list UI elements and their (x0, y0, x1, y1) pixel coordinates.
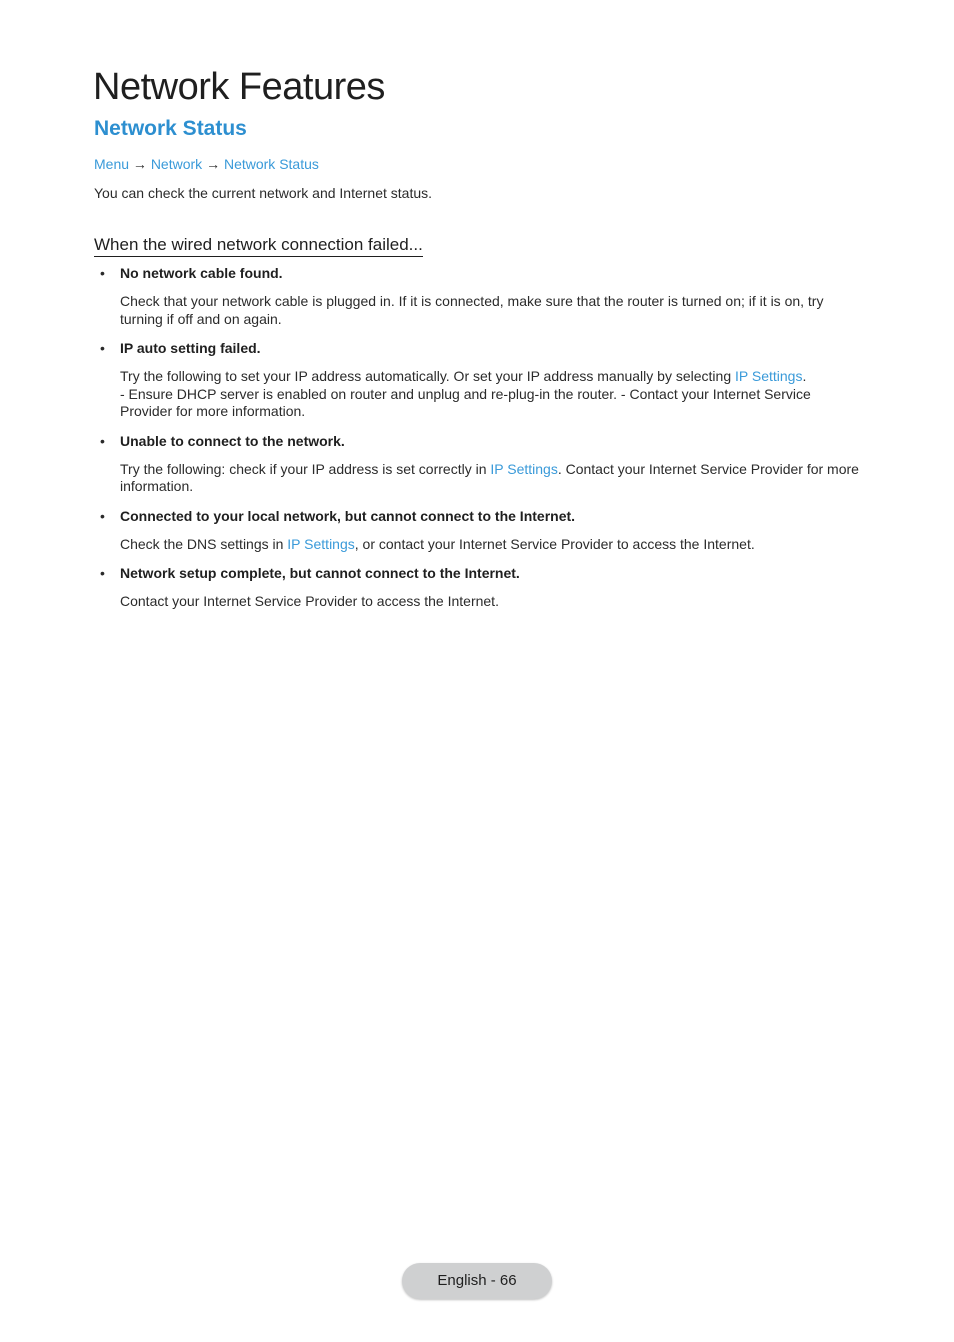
troubleshooting-list (100, 264, 860, 611)
list-item (100, 264, 860, 328)
list-spacer (100, 496, 860, 507)
section-title: Network Status (94, 117, 247, 140)
list-spacer (100, 421, 860, 432)
bullet-icon: • (100, 265, 105, 281)
item-body-text: - Ensure DHCP server is enabled on router and unplug and re-plug-in the router. - Contact your Internet Service Provider for more information. (120, 385, 811, 419)
item-heading: No network cable found. (120, 265, 283, 281)
item-body (120, 536, 860, 554)
breadcrumb-item-network[interactable]: Network (150, 156, 203, 172)
item-body-text: . (802, 368, 807, 384)
breadcrumb (94, 155, 319, 173)
item-heading: Connected to your local network, but cannot connect to the Internet. (120, 507, 576, 524)
bullet-icon: • (100, 432, 105, 449)
breadcrumb-separator: → (132, 156, 147, 172)
list-item (100, 564, 860, 611)
ip-settings-link[interactable]: IP Settings (490, 460, 558, 477)
list-item (100, 432, 860, 496)
item-heading: IP auto setting failed. (120, 340, 261, 356)
list-item (100, 339, 860, 421)
item-heading: Network setup complete, but cannot connect to the Internet. (120, 565, 520, 581)
item-body-text: Try the following: check if your IP address is set correctly in (120, 460, 491, 477)
bullet-icon: • (100, 340, 105, 356)
bullet-icon: • (100, 507, 105, 524)
item-heading: Unable to connect to the network. (120, 432, 345, 449)
subsection-title: When the wired network connection failed... (94, 234, 423, 257)
item-body (120, 461, 860, 496)
item-body: Check that your network cable is plugged in. If it is connected, make sure that the router is turned on; if it is on, try turning if off and on again. (120, 293, 824, 327)
item-body-text: Try the following to set your IP address automatically. Or set your IP address manually by selecting (120, 368, 735, 384)
intro-text: You can check the current network and Internet status. (94, 185, 433, 201)
ip-settings-link[interactable]: IP Settings (287, 535, 355, 552)
item-body-text: , or contact your Internet Service Provider to access the Internet. (354, 535, 755, 552)
list-spacer (100, 553, 860, 564)
breadcrumb-item-network-status[interactable]: Network Status (223, 156, 319, 172)
item-body: Contact your Internet Service Provider to access the Internet. (120, 593, 499, 609)
breadcrumb-item-menu[interactable]: Menu (94, 156, 130, 172)
breadcrumb-separator: → (206, 156, 221, 172)
list-spacer (100, 328, 860, 339)
bullet-icon: • (100, 565, 105, 581)
list-item (100, 507, 860, 554)
item-body-text: Check the DNS settings in (120, 535, 288, 552)
item-body-text: . Contact your Internet Service Provider for more information. (120, 460, 859, 494)
ip-settings-link[interactable]: IP Settings (735, 368, 803, 384)
item-body (120, 368, 860, 421)
page-title: Network Features (93, 66, 385, 108)
page-number-badge: English - 66 (402, 1263, 552, 1299)
